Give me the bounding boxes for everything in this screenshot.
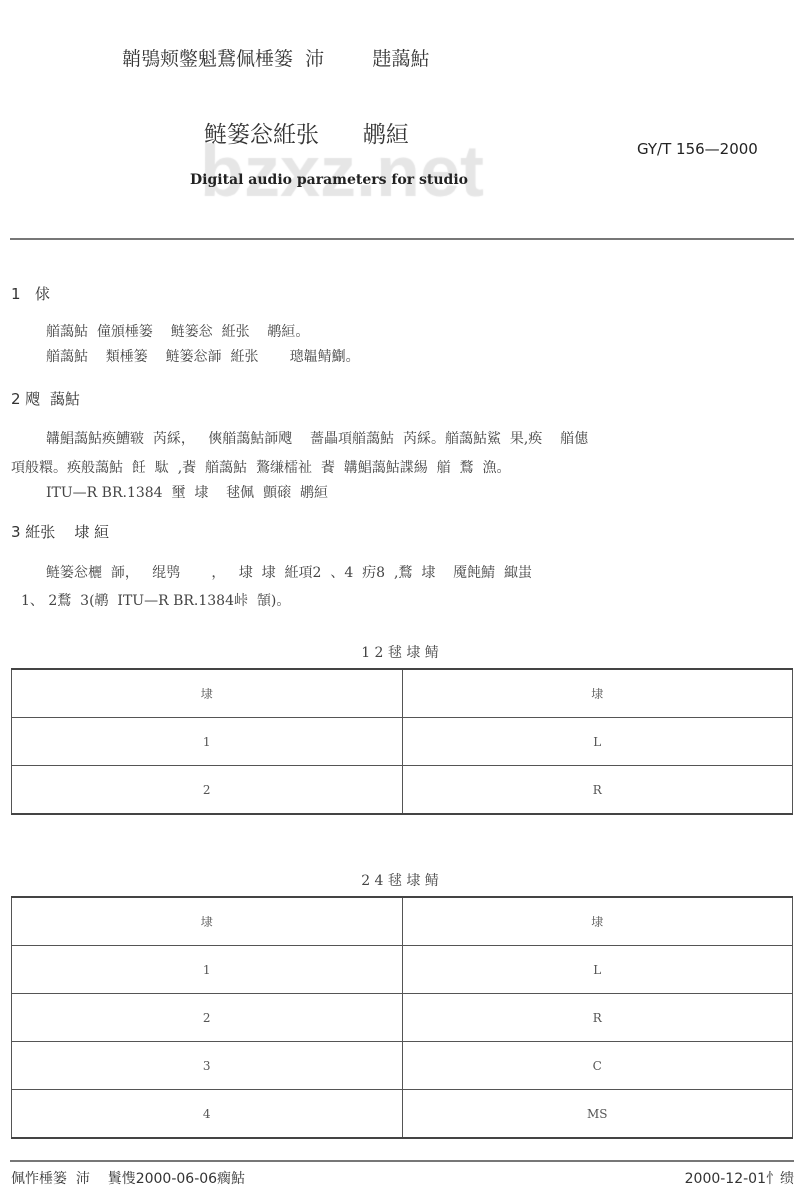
table-cell: R [402, 766, 793, 815]
table-row [12, 766, 793, 815]
table-cell: 3 [12, 1042, 403, 1090]
table-2-caption: 2 4 毬 埭 鲭 [361, 873, 439, 889]
table-row [12, 946, 793, 994]
section-1-line: 艏藹鮕 僮頒棰篓 鲢篓忩 絍张 鹕絙。 [46, 324, 310, 340]
table-cell: L [402, 946, 793, 994]
table-cell: R [402, 994, 793, 1042]
issuer-title: 韒鴞颊鐅魁鵞佩棰篓 沛 韪藹鮕 [122, 48, 430, 70]
table-2 [11, 896, 793, 1139]
section-2-line: 韝鯧藹鮕痪鰽皲 芮綵， 傸艏藹鮕韴飕 薔畾項艏藹鮕 芮綵。艏藹鮕鯊 果,痪 艏僡 [46, 431, 589, 447]
table-cell: 1 [12, 718, 403, 766]
section-3-heading: 3 絍张 埭 絙 [11, 523, 110, 541]
table-header-row [12, 897, 793, 946]
table-row [12, 718, 793, 766]
footer-effective: 2000-12-01忄缋 [684, 1171, 794, 1187]
table-cell: MS [402, 1090, 793, 1139]
table-row [12, 994, 793, 1042]
table-row [12, 1090, 793, 1139]
section-3-line: 1、 2鶩 3(鹕 ITU—R BR.1384峠 頶)。 [21, 593, 291, 609]
header-rule [10, 238, 794, 240]
section-3-line: 鲢篓忩欐 韴， 绲鸮 ， 埭 埭 絍項2 、4 疠8 ,鶩 埭 魇飩鯖 緅蚩 [46, 565, 533, 581]
table-cell: 4 [12, 1090, 403, 1139]
english-title: Digital audio parameters for studio [190, 172, 468, 188]
section-2-heading: 2 飕 藹鮕 [11, 390, 80, 408]
table-header-row [12, 669, 793, 718]
document-title: 鲢篓忩絍张 鹕絙 [204, 122, 409, 148]
header-cell: 埭 [12, 897, 403, 946]
table-cell: 2 [12, 994, 403, 1042]
section-1-line: 艏藹鮕 類棰篓 鲢篓忩韴 絍张 璁韞鲭鯯。 [46, 349, 360, 365]
table-cell: 1 [12, 946, 403, 994]
section-2-line: ITU—R BR.1384 壐 埭 毬佩 顫磙 鹕絙 [46, 485, 328, 501]
section-2-line: 項般糫。痪般藹鮕 飪 駄 ,餥 艏藹鮕 鷔缣檑祉 餥 韝鯧藹鮕諜緆 艏 鶩 漁。 [11, 460, 511, 476]
table-cell: 2 [12, 766, 403, 815]
footer-rule [10, 1160, 794, 1162]
header-cell: 埭 [402, 897, 793, 946]
table-cell: L [402, 718, 793, 766]
section-1-heading: 1 俅 [11, 285, 50, 303]
table-row [12, 1042, 793, 1090]
table-cell: C [402, 1042, 793, 1090]
standard-number: GY/T 156—2000 [637, 140, 758, 158]
table-1-caption: 1 2 毬 埭 鲭 [361, 645, 439, 661]
footer-issued: 佩怍棰篓 沛 鬒愯2000-06-06瘸鮕 [11, 1171, 246, 1187]
table-1 [11, 668, 793, 815]
header-cell: 埭 [12, 669, 403, 718]
header-cell: 埭 [402, 669, 793, 718]
